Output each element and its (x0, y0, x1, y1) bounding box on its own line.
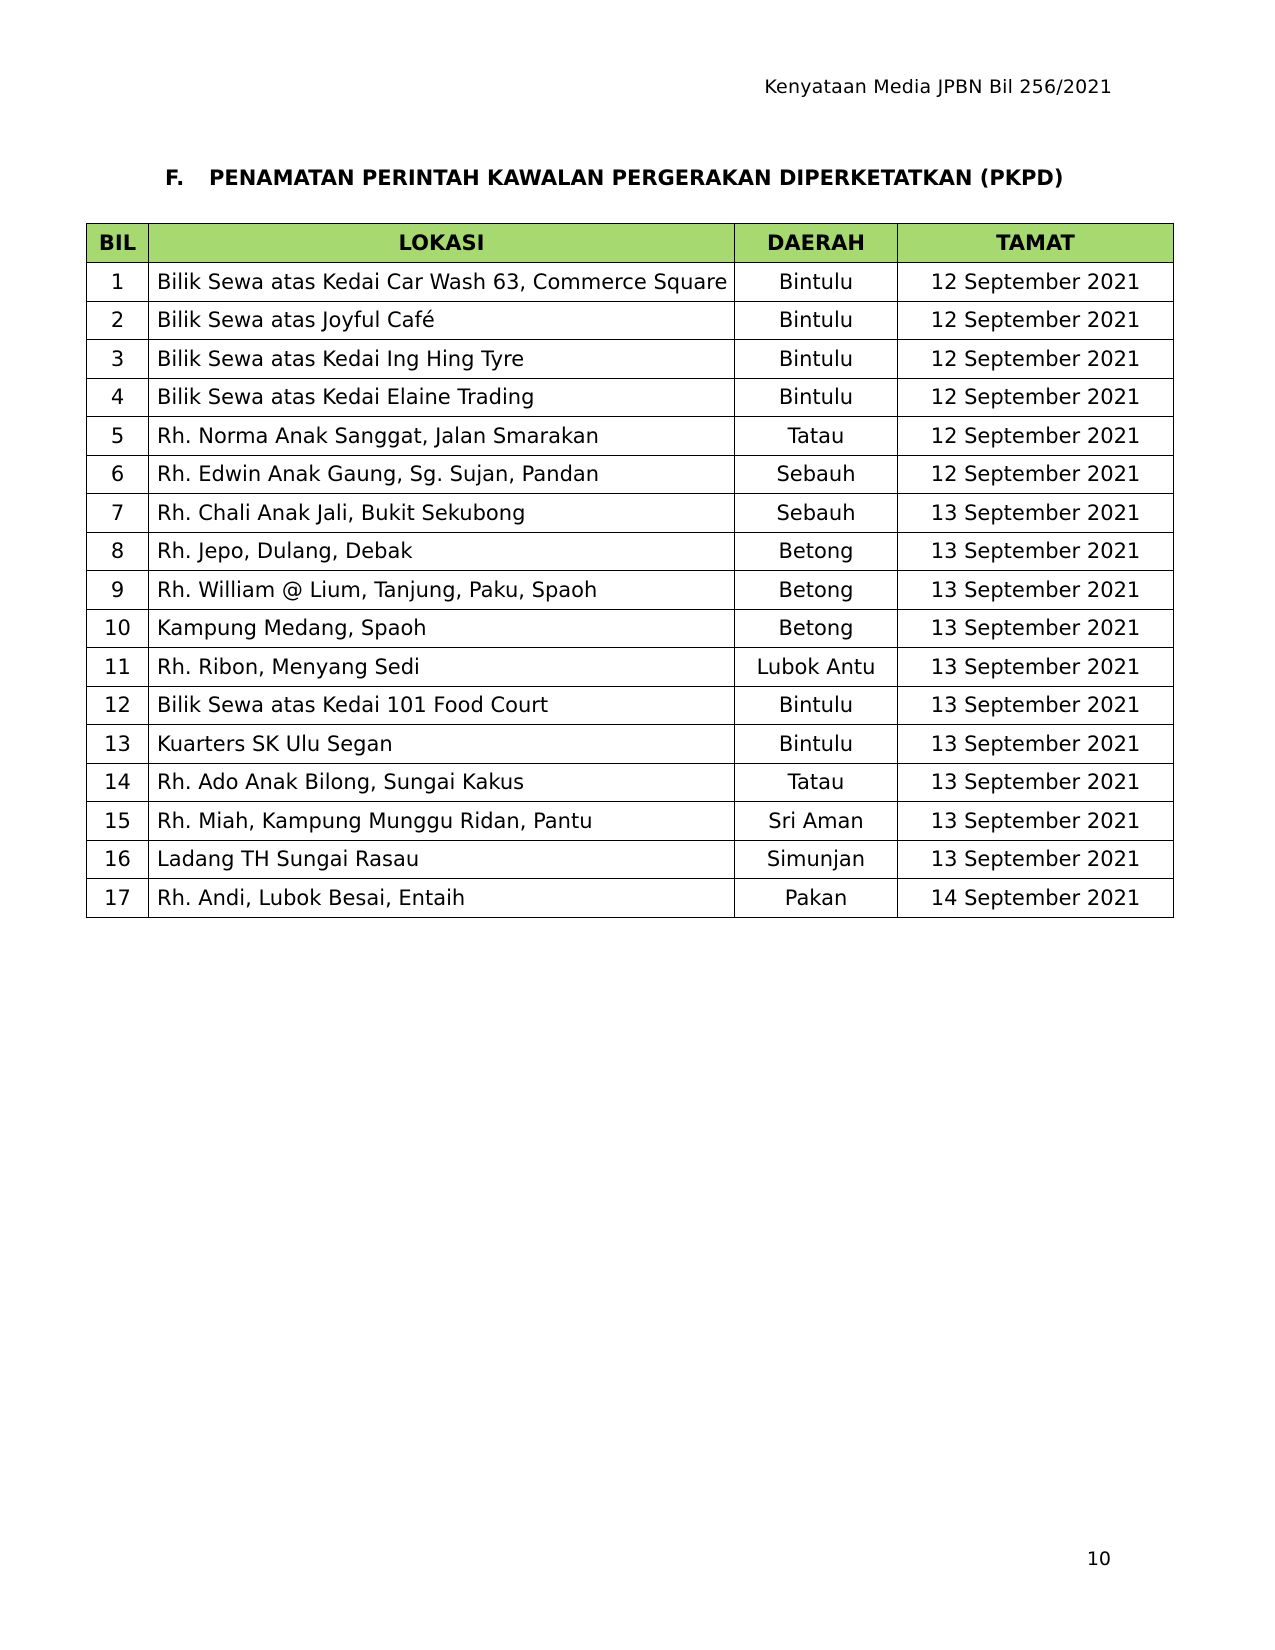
column-header-daerah: DAERAH (735, 224, 898, 263)
cell-bil: 2 (87, 301, 149, 340)
cell-daerah: Betong (735, 532, 898, 571)
cell-bil: 10 (87, 609, 149, 648)
cell-tamat: 13 September 2021 (898, 725, 1174, 764)
cell-tamat: 12 September 2021 (898, 455, 1174, 494)
cell-tamat: 12 September 2021 (898, 340, 1174, 379)
cell-daerah: Sri Aman (735, 802, 898, 841)
cell-daerah: Sebauh (735, 455, 898, 494)
cell-daerah: Bintulu (735, 725, 898, 764)
cell-lokasi: Bilik Sewa atas Kedai Car Wash 63, Commerce Square (149, 263, 735, 302)
cell-lokasi: Bilik Sewa atas Kedai Elaine Trading (149, 378, 735, 417)
table-row (87, 417, 1174, 456)
cell-tamat: 13 September 2021 (898, 571, 1174, 610)
cell-bil: 3 (87, 340, 149, 379)
cell-lokasi: Bilik Sewa atas Kedai Ing Hing Tyre (149, 340, 735, 379)
section-letter: F. (165, 166, 185, 190)
pkpd-table (86, 223, 1174, 918)
cell-tamat: 13 September 2021 (898, 686, 1174, 725)
cell-daerah: Bintulu (735, 340, 898, 379)
cell-daerah: Simunjan (735, 840, 898, 879)
cell-lokasi: Ladang TH Sungai Rasau (149, 840, 735, 879)
cell-lokasi: Kampung Medang, Spaoh (149, 609, 735, 648)
table-row (87, 301, 1174, 340)
cell-bil: 9 (87, 571, 149, 610)
cell-daerah: Sebauh (735, 494, 898, 533)
cell-lokasi: Kuarters SK Ulu Segan (149, 725, 735, 764)
cell-tamat: 12 September 2021 (898, 263, 1174, 302)
cell-bil: 7 (87, 494, 149, 533)
cell-lokasi: Rh. William @ Lium, Tanjung, Paku, Spaoh (149, 571, 735, 610)
cell-bil: 17 (87, 879, 149, 918)
table-row (87, 340, 1174, 379)
page-number: 10 (1086, 1548, 1111, 1570)
table-row (87, 725, 1174, 764)
section-title-text: PENAMATAN PERINTAH KAWALAN PERGERAKAN DIPERKETATKAN (PKPD) (209, 166, 1064, 190)
cell-bil: 6 (87, 455, 149, 494)
cell-daerah: Bintulu (735, 378, 898, 417)
cell-lokasi: Rh. Jepo, Dulang, Debak (149, 532, 735, 571)
cell-tamat: 12 September 2021 (898, 301, 1174, 340)
cell-tamat: 13 September 2021 (898, 648, 1174, 687)
cell-daerah: Tatau (735, 763, 898, 802)
cell-daerah: Tatau (735, 417, 898, 456)
column-header-bil: BIL (87, 224, 149, 263)
cell-lokasi: Rh. Chali Anak Jali, Bukit Sekubong (149, 494, 735, 533)
cell-tamat: 13 September 2021 (898, 840, 1174, 879)
cell-tamat: 14 September 2021 (898, 879, 1174, 918)
table-row (87, 378, 1174, 417)
table-row (87, 571, 1174, 610)
cell-lokasi: Rh. Edwin Anak Gaung, Sg. Sujan, Pandan (149, 455, 735, 494)
cell-lokasi: Bilik Sewa atas Kedai 101 Food Court (149, 686, 735, 725)
table-row (87, 494, 1174, 533)
table-body (87, 263, 1174, 918)
table-row (87, 686, 1174, 725)
table-row (87, 763, 1174, 802)
cell-tamat: 12 September 2021 (898, 417, 1174, 456)
cell-lokasi: Rh. Miah, Kampung Munggu Ridan, Pantu (149, 802, 735, 841)
cell-tamat: 13 September 2021 (898, 802, 1174, 841)
cell-bil: 15 (87, 802, 149, 841)
cell-tamat: 13 September 2021 (898, 532, 1174, 571)
table-row (87, 879, 1174, 918)
cell-daerah: Pakan (735, 879, 898, 918)
cell-bil: 1 (87, 263, 149, 302)
cell-bil: 5 (87, 417, 149, 456)
cell-lokasi: Rh. Ado Anak Bilong, Sungai Kakus (149, 763, 735, 802)
table-row (87, 648, 1174, 687)
cell-bil: 16 (87, 840, 149, 879)
table-row (87, 802, 1174, 841)
cell-daerah: Betong (735, 609, 898, 648)
cell-tamat: 13 September 2021 (898, 763, 1174, 802)
document-reference: Kenyataan Media JPBN Bil 256/2021 (764, 76, 1112, 98)
cell-lokasi: Rh. Norma Anak Sanggat, Jalan Smarakan (149, 417, 735, 456)
cell-bil: 14 (87, 763, 149, 802)
cell-bil: 8 (87, 532, 149, 571)
cell-bil: 11 (87, 648, 149, 687)
cell-tamat: 12 September 2021 (898, 378, 1174, 417)
cell-daerah: Betong (735, 571, 898, 610)
cell-tamat: 13 September 2021 (898, 609, 1174, 648)
column-header-lokasi: LOKASI (149, 224, 735, 263)
cell-bil: 13 (87, 725, 149, 764)
table-row (87, 609, 1174, 648)
cell-lokasi: Bilik Sewa atas Joyful Café (149, 301, 735, 340)
cell-daerah: Bintulu (735, 686, 898, 725)
section-title (165, 166, 1063, 190)
cell-bil: 12 (87, 686, 149, 725)
cell-daerah: Bintulu (735, 263, 898, 302)
cell-bil: 4 (87, 378, 149, 417)
cell-daerah: Bintulu (735, 301, 898, 340)
table-row (87, 840, 1174, 879)
table-row (87, 455, 1174, 494)
table-row (87, 263, 1174, 302)
cell-tamat: 13 September 2021 (898, 494, 1174, 533)
column-header-tamat: TAMAT (898, 224, 1174, 263)
cell-lokasi: Rh. Ribon, Menyang Sedi (149, 648, 735, 687)
table-row (87, 532, 1174, 571)
table-header-row (87, 224, 1174, 263)
cell-daerah: Lubok Antu (735, 648, 898, 687)
cell-lokasi: Rh. Andi, Lubok Besai, Entaih (149, 879, 735, 918)
